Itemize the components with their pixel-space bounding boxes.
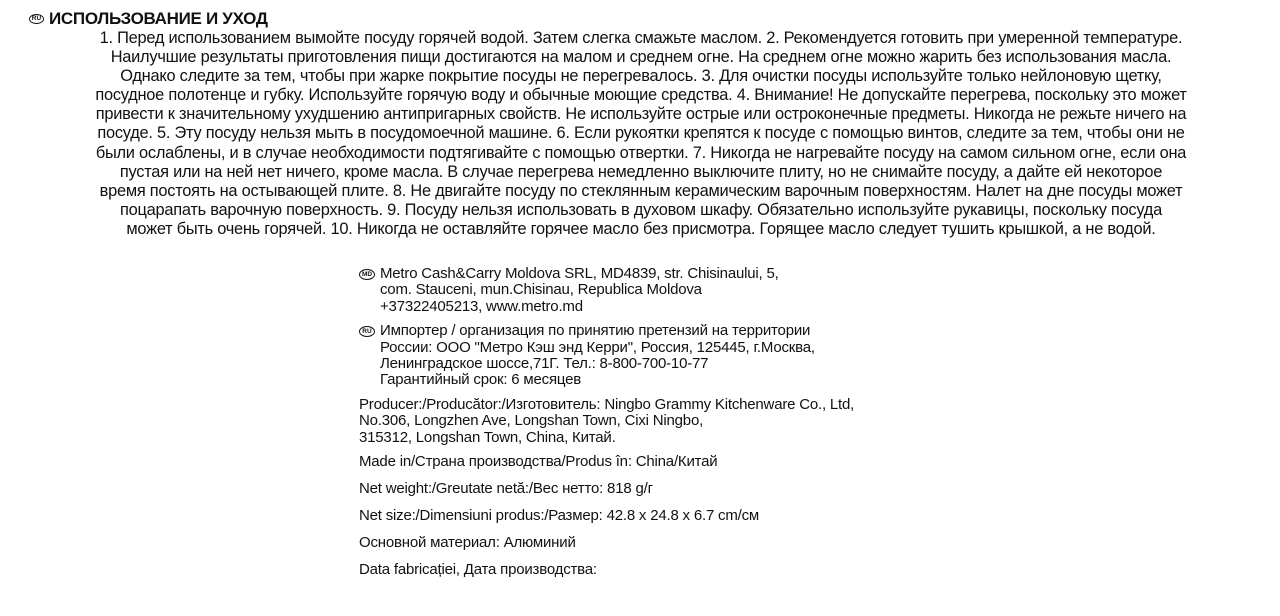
producer-line: 315312, Longshan Town, China, Китай. [359,428,616,446]
producer-line: No.306, Longzhen Ave, Longshan Town, Cixi Ningbo, [359,412,704,430]
russia-importer [359,323,979,389]
production-date: Data fabricației, Дата производства: [359,560,597,578]
paragraph-line: пустая или на ней нет ничего, кроме масла. В случае перегрева немедленно выключите плиту, но не снимайте посуду, а дайте ей некоторое [119,162,1163,181]
section-heading [29,9,268,29]
paragraph-line: были ослаблены, и в случае необходимости подтягивайте с помощью отвертки. 7. Никогда не нагревайте посуду на самом сильном огне, если она [95,143,1187,162]
moldova-line: Metro Cash&Carry Moldova SRL, MD4839, str. Chisinaului, 5, [380,265,779,282]
section-title: ИСПОЛЬЗОВАНИЕ И УХОД [49,9,268,28]
russia-line: Импортер / организация по принятию претензий на территории [380,322,811,340]
paragraph-line: время постоять на остывающей плите. 8. Не двигайте посуду по стеклянным керамическим варочным поверхностям. Налет на дне посуды может [99,181,1183,200]
paragraph-line: Наилучшие результаты приготовления пищи достигаются на малом и среднем огне. На среднем огне можно жарить без использования масла. [110,48,1172,67]
material: Основной материал: Алюминий [359,533,576,551]
moldova-distributor [359,266,979,315]
russia-line: России: ООО "Метро Кэш энд Керри", Россия, 125445, г.Москва, [380,338,815,356]
ru-language-badge-icon: RU [29,14,44,24]
net-weight: Net weight:/Greutate netă:/Вес нетто: 818 g/г [359,479,653,497]
paragraph-line: может быть очень горячей. 10. Никогда не оставляйте горячее масло без присмотра. Горящее масло следует тушить крышкой, а не водой. [126,219,1156,238]
moldova-line: +37322405213, www.metro.md [380,297,583,315]
warranty-line: Гарантийный срок: 6 месяцев [380,371,582,389]
paragraph-line: Однако следите за тем, чтобы при жарке покрытие посуды не перегревалось. 3. Для очистки посуды используйте только нейлоновую щетку, [120,67,1162,86]
paragraph-line: посудное полотенце и губку. Используйте горячую воду и обычные моющие средства. 4. Внимание! Не допускайте перегрева, поскольку это может [95,86,1187,105]
moldova-line: com. Stauceni, mun.Chisinau, Republica Moldova [380,281,702,299]
producer-info [359,397,979,446]
paragraph-line: привести к значительному ухудшению антипригарных свойств. Не используйте острые или остроконечные предметы. Никогда не режьте ничего на [95,105,1187,124]
russia-line: Ленинградское шоссе,71Г. Тел.: 8-800-700-10-77 [380,355,709,373]
paragraph-line: 1. Перед использованием вымойте посуду горячей водой. Затем слегка смажьте маслом. 2. Рекомендуется готовить при умеренной температуре. [99,29,1183,47]
product-info-block [359,266,979,589]
md-language-badge-icon: MD [359,269,375,280]
usage-care-paragraph [0,29,1280,239]
producer-line: Producer:/Producător:/Изготовитель: Ningbo Grammy Kitchenware Co., Ltd, [359,395,855,413]
ru-language-badge-icon: RU [359,326,375,337]
net-size: Net size:/Dimensiuni produs:/Размер: 42.8 x 24.8 x 6.7 cm/см [359,506,760,524]
made-in: Made in/Страна производства/Produs în: China/Китай [359,453,718,471]
paragraph-line: поцарапать варочную поверхность. 9. Посуду нельзя использовать в духовом шкафу. Обязательно используйте рукавицы, поскольку посуда [120,200,1162,219]
paragraph-line: посуде. 5. Эту посуду нельзя мыть в посудомоечной машине. 6. Если рукоятки крепятся к посуде с помощью винтов, следите за тем, чтобы они не [97,124,1185,143]
